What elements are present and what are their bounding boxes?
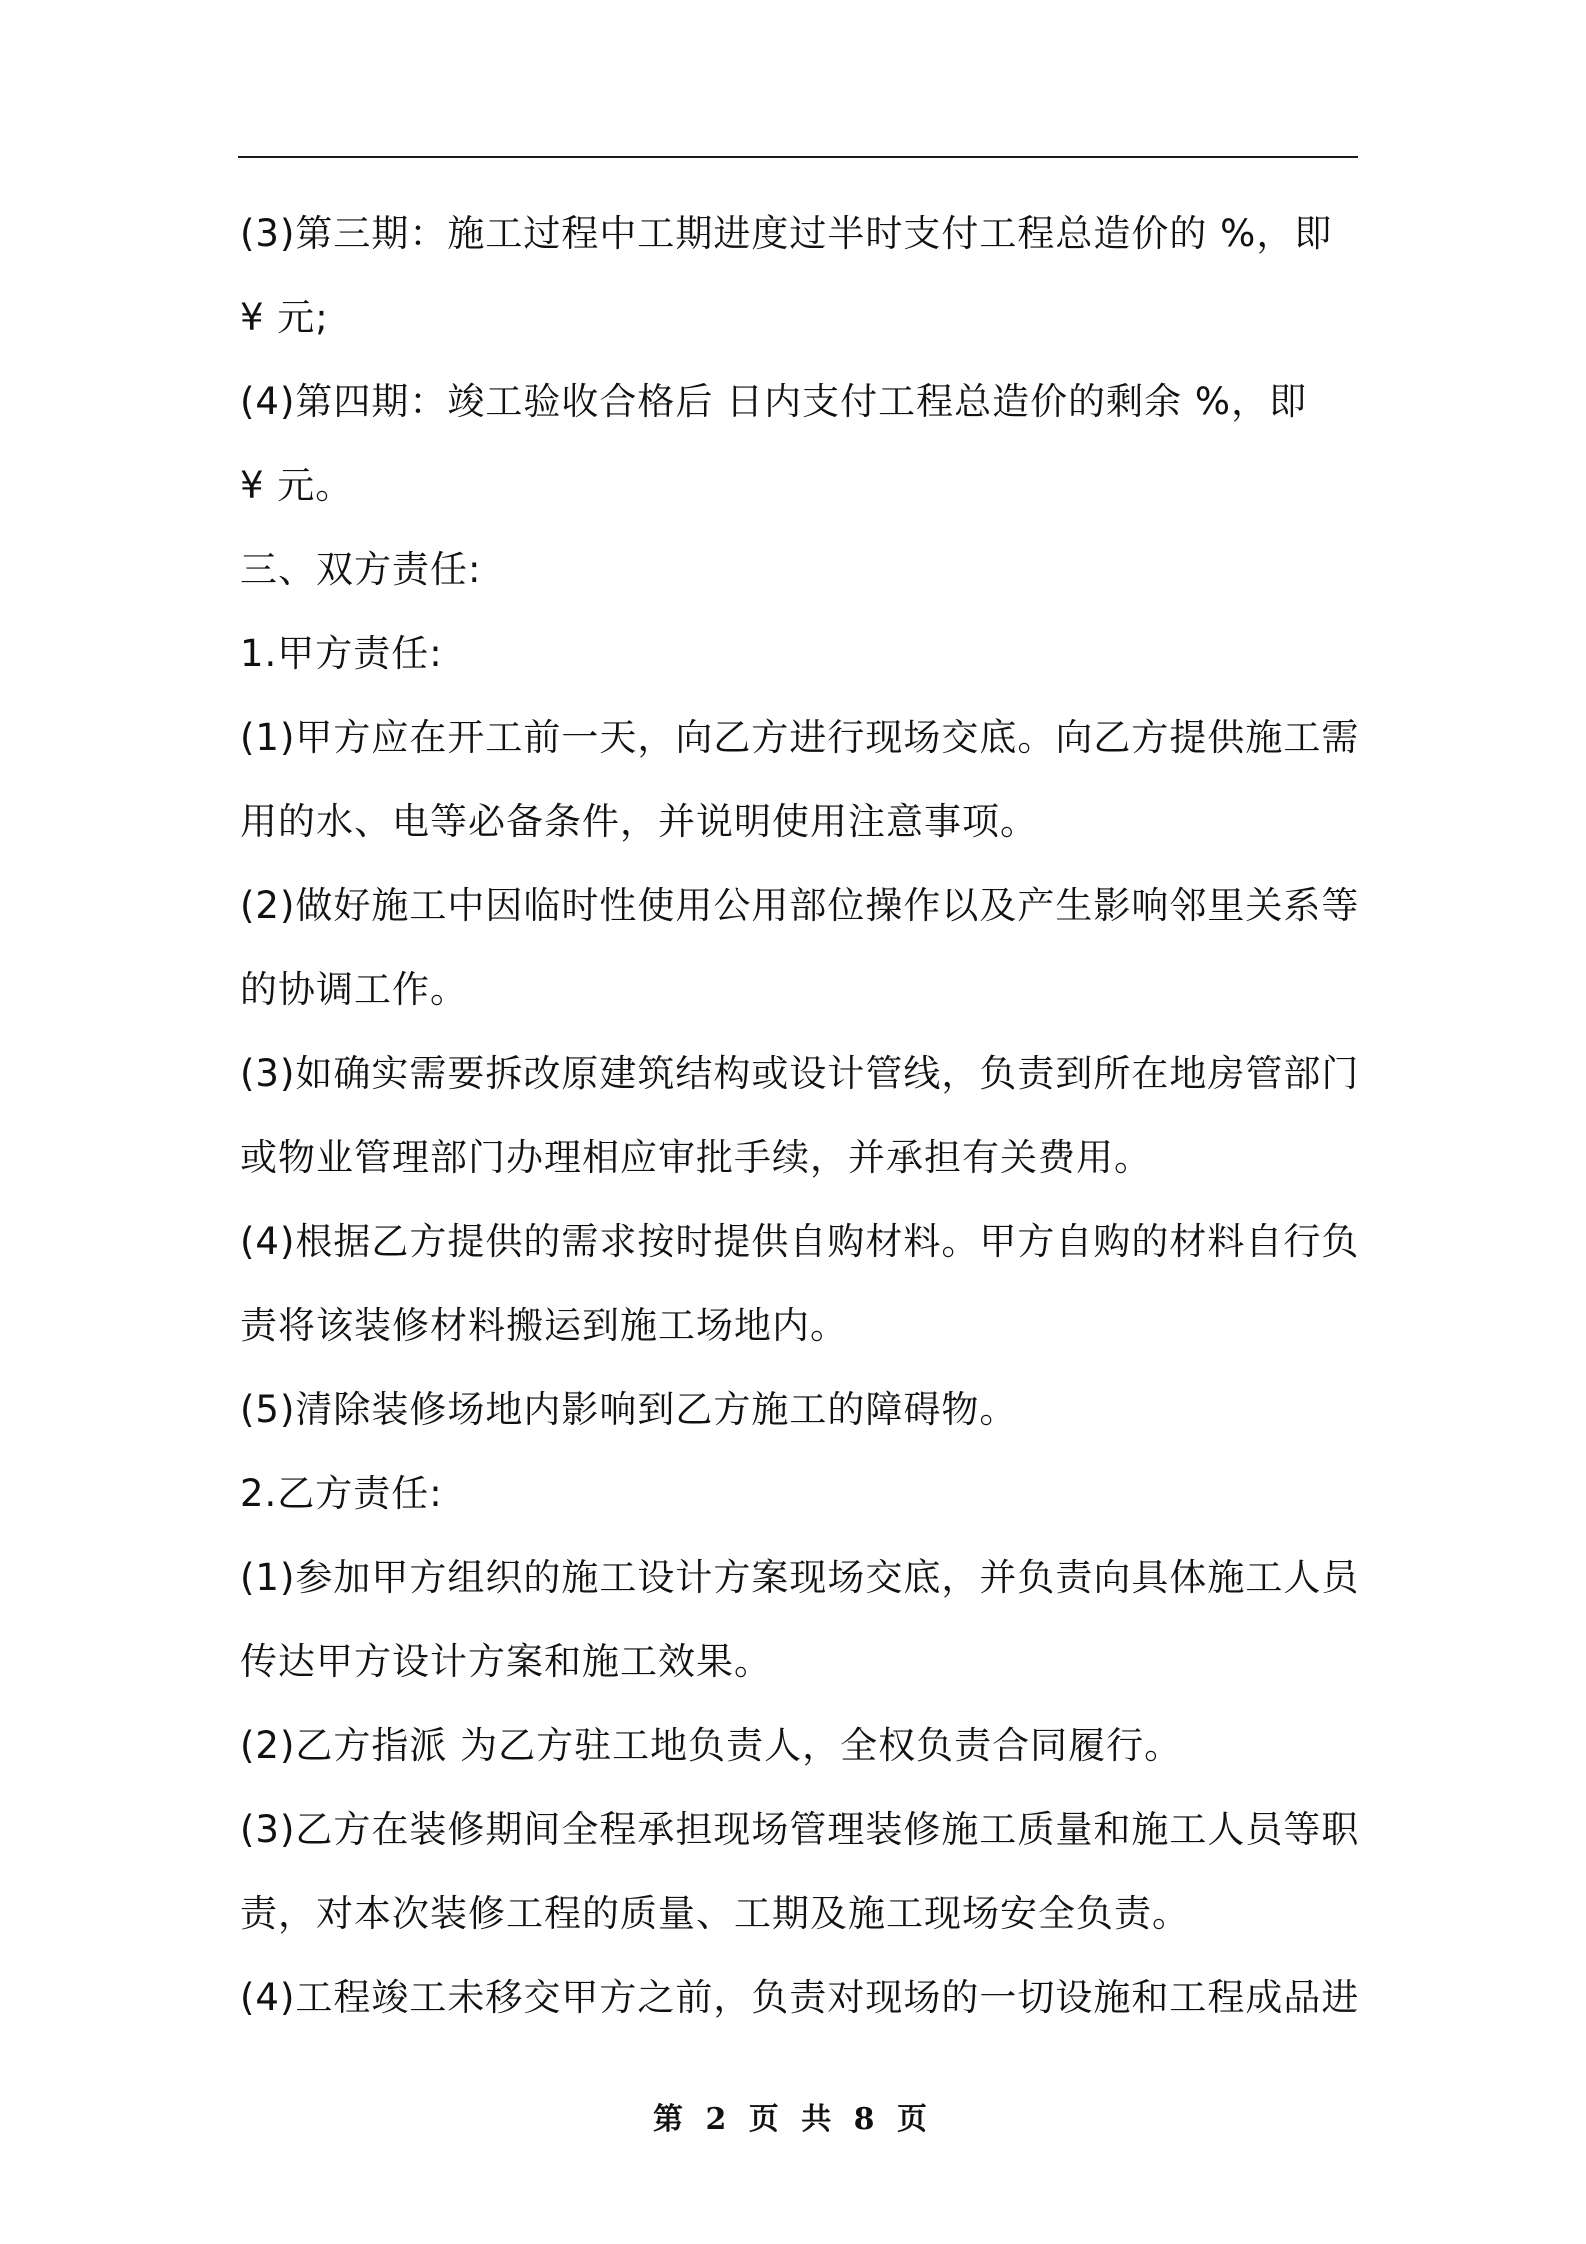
paragraph-line: (4)第四期：竣工验收合格后 日内支付工程总造价的剩余 %，即 bbox=[240, 380, 1308, 423]
paragraph-line: 责，对本次装修工程的质量、工期及施工现场安全负责。 bbox=[240, 1892, 1190, 1935]
paragraph-line: ¥ 元; bbox=[240, 296, 329, 339]
subsection-heading: 1.甲方责任: bbox=[240, 632, 443, 675]
document-body bbox=[240, 192, 1360, 2040]
paragraph-line: (3)第三期：施工过程中工期进度过半时支付工程总造价的 %，即 bbox=[240, 212, 1333, 255]
paragraph-line: ¥ 元。 bbox=[240, 464, 354, 507]
paragraph-line: (4)工程竣工未移交甲方之前，负责对现场的一切设施和工程成品进 bbox=[240, 1976, 1360, 2019]
page-number: 第 2 页 共 8 页 bbox=[653, 2102, 933, 2137]
paragraph-line: (3)乙方在装修期间全程承担现场管理装修施工质量和施工人员等职 bbox=[240, 1808, 1360, 1851]
paragraph-line: (1)参加甲方组织的施工设计方案现场交底，并负责向具体施工人员 bbox=[240, 1556, 1360, 1599]
section-heading: 三、双方责任: bbox=[240, 548, 482, 591]
paragraph-line: (2)乙方指派 为乙方驻工地负责人，全权负责合同履行。 bbox=[240, 1724, 1183, 1767]
paragraph-line: 责将该装修材料搬运到施工场地内。 bbox=[240, 1304, 848, 1347]
paragraph-line: (3)如确实需要拆改原建筑结构或设计管线，负责到所在地房管部门 bbox=[240, 1052, 1360, 1095]
paragraph-line: 传达甲方设计方案和施工效果。 bbox=[240, 1640, 772, 1683]
paragraph-line: (5)清除装修场地内影响到乙方施工的障碍物。 bbox=[240, 1388, 1018, 1431]
header-rule bbox=[238, 156, 1358, 158]
subsection-heading: 2.乙方责任: bbox=[240, 1472, 443, 1515]
paragraph-line: (2)做好施工中因临时性使用公用部位操作以及产生影响邻里关系等 bbox=[240, 884, 1360, 927]
paragraph-line: 用的水、电等必备条件，并说明使用注意事项。 bbox=[240, 800, 1038, 843]
paragraph-line: (1)甲方应在开工前一天，向乙方进行现场交底。向乙方提供施工需 bbox=[240, 716, 1360, 759]
paragraph-line: (4)根据乙方提供的需求按时提供自购材料。甲方自购的材料自行负 bbox=[240, 1220, 1360, 1263]
paragraph-line: 的协调工作。 bbox=[240, 968, 468, 1011]
paragraph-line: 或物业管理部门办理相应审批手续，并承担有关费用。 bbox=[240, 1136, 1152, 1179]
